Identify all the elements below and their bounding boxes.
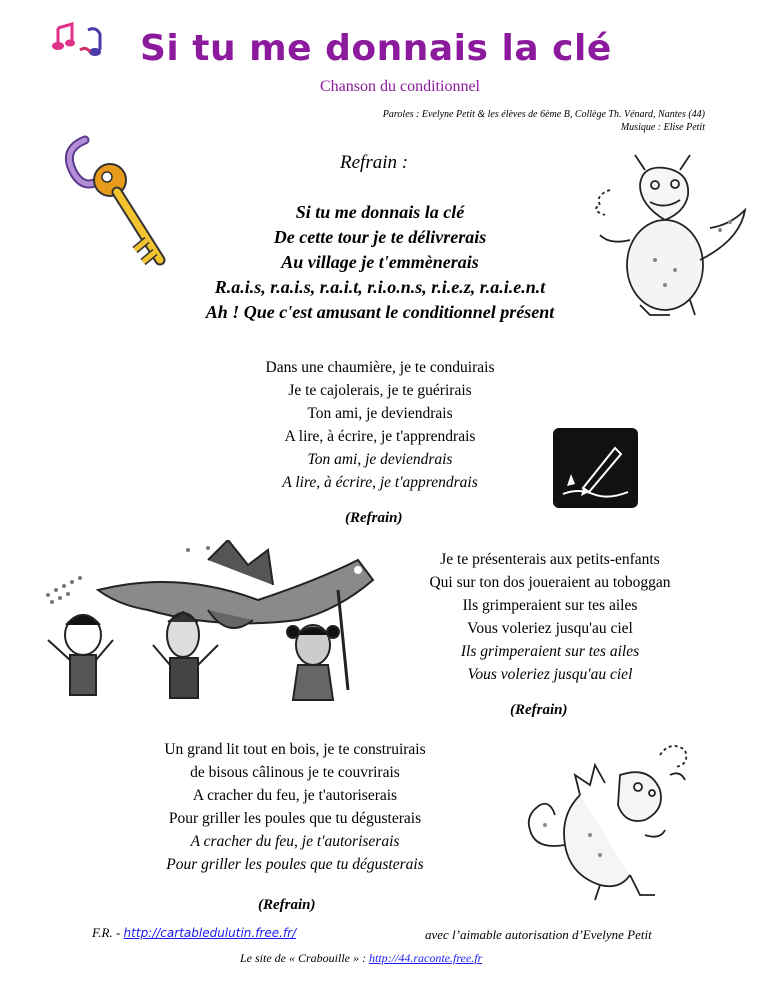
verse-3 — [130, 738, 460, 876]
verse-line: Ton ami, je deviendrais — [307, 405, 453, 422]
verse-line: Je te présenterais aux petits-enfants — [440, 551, 660, 568]
verse-line: Un grand lit tout en bois, je te construirais — [164, 741, 426, 758]
verse-line: A lire, à écrire, je t'apprendrais — [282, 474, 478, 491]
page-subtitle: Chanson du conditionnel — [320, 78, 480, 95]
music-credit: Musique : Elise Petit — [620, 122, 705, 133]
refrain-line: Au village je t'emmènerais — [281, 252, 479, 272]
dragon-illustration — [580, 150, 760, 320]
verse-line: A cracher du feu, je t'autoriserais — [190, 833, 400, 850]
footer-right: avec l’aimable autorisation d’Evelyne Petit — [425, 927, 652, 942]
footer-center-prefix: Le site de « Crabouille » : — [240, 951, 369, 965]
footer-left — [92, 925, 296, 941]
key-icon — [55, 130, 180, 280]
verse-line: A lire, à écrire, je t'apprendrais — [284, 428, 476, 445]
illustration-credit: · — [660, 903, 662, 908]
verse-line: Vous voleriez jusqu'au ciel — [467, 666, 633, 683]
verse-line: A cracher du feu, je t'autoriserais — [192, 787, 398, 804]
verse-line: Pour griller les poules que tu dégusterais — [166, 856, 424, 873]
verse-line: Qui sur ton dos joueraient au toboggan — [429, 574, 671, 591]
credits — [383, 108, 705, 134]
dragon-fire-illustration — [520, 735, 700, 905]
page-title: Si tu me donnais la clé — [140, 28, 612, 69]
footer-center — [240, 951, 482, 966]
refrain-label: Refrain : — [340, 152, 409, 173]
refrain-marker-1: (Refrain) — [345, 510, 403, 526]
verse-line: Je te cajolerais, je te guérirais — [288, 382, 472, 399]
verse-line: Vous voleriez jusqu'au ciel — [467, 620, 633, 637]
lyrics-credit: Paroles : Evelyne Petit & les élèves de 6ème B, Collège Th. Vénard, Nantes (44) — [382, 109, 705, 120]
cartable-link[interactable]: http://cartabledulutin.free.fr/ — [123, 926, 297, 940]
verse-2 — [395, 548, 705, 686]
children-dragon-illustration — [38, 540, 388, 710]
refrain-line: Ah ! Que c'est amusant le conditionnel présent — [205, 302, 555, 322]
footer-left-prefix: F.R. - — [92, 925, 124, 940]
verse-line: Ton ami, je deviendrais — [307, 451, 453, 468]
refrain-lines — [180, 200, 580, 325]
verse-line: Ils grimperaient sur tes ailes — [462, 597, 638, 614]
refrain-marker-2: (Refrain) — [510, 702, 568, 718]
verse-line: de bisous câlinous je te couvrirais — [190, 764, 400, 781]
verse-1 — [230, 356, 530, 494]
refrain-line: R.a.i.s, r.a.i.s, r.a.i.t, r.i.o.n.s, r.i.e.z, r.a.i.e.n.t — [214, 277, 546, 297]
refrain-marker-3: (Refrain) — [258, 897, 316, 913]
refrain-line: De cette tour je te délivrerais — [273, 227, 487, 247]
pen-writing-icon — [553, 428, 638, 508]
refrain-line: Si tu me donnais la clé — [295, 202, 465, 222]
music-notes-icon — [50, 20, 120, 60]
raconte-link[interactable]: http://44.raconte.free.fr — [369, 951, 483, 965]
verse-line: Ils grimperaient sur tes ailes — [460, 643, 640, 660]
verse-line: Pour griller les poules que tu dégusterais — [168, 810, 422, 827]
verse-line: Dans une chaumière, je te conduirais — [265, 359, 495, 376]
